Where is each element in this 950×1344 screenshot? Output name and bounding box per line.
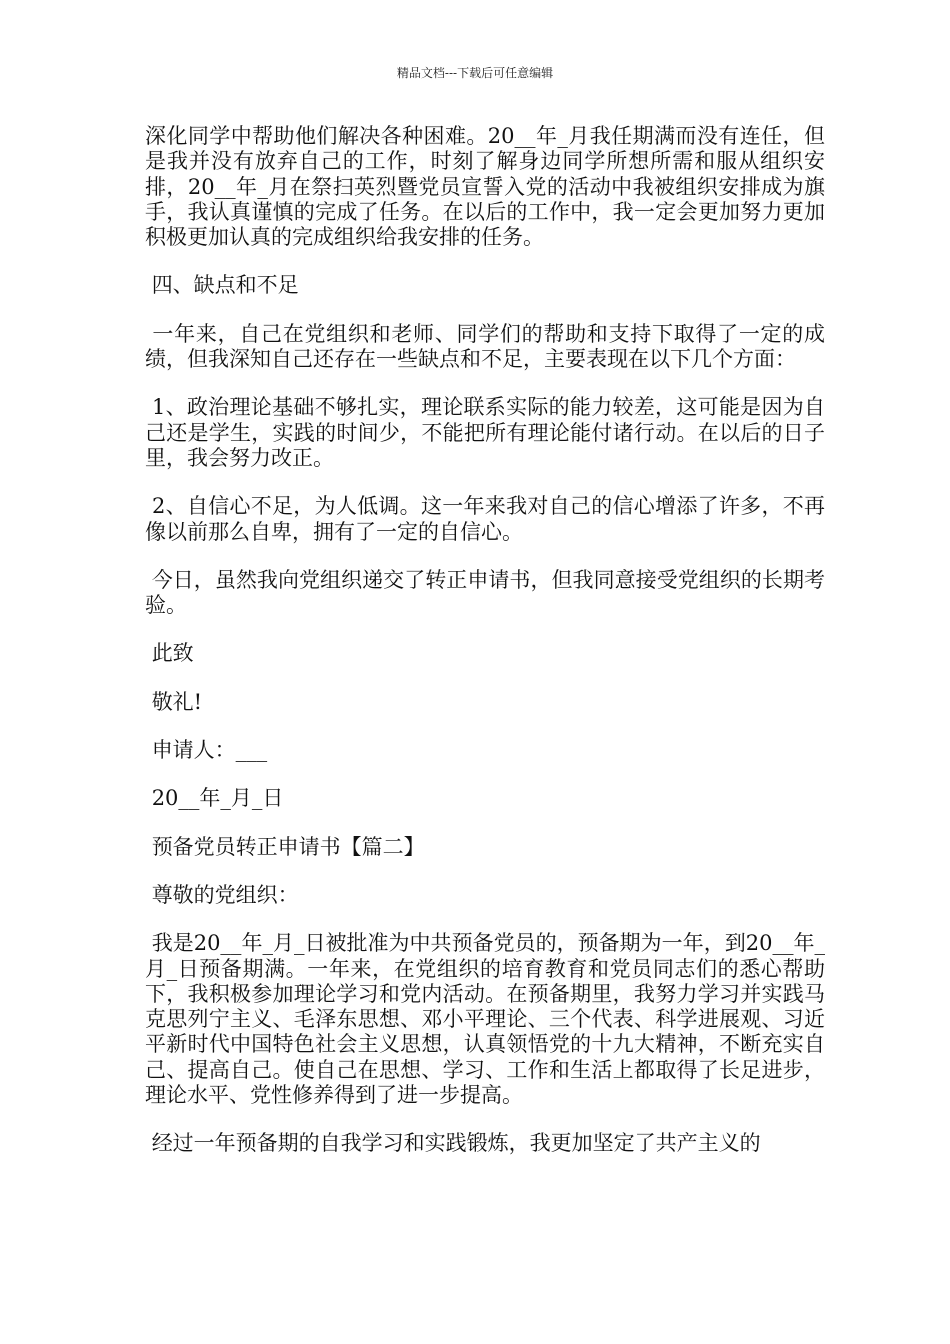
paragraph-work-continuation: 深化同学中帮助他们解决各种困难。20__年_月我任期满而没有连任，但是我并没有放弃自己的工作，时刻了解身边同学所想所需和服从组织安排，20__年_月在祭扫英烈暨党员宣誓入党的活动中我被组织安排成为旗手，我认真谨慎的完成了任务。在以后的工作中，我一定会更加努力更加积极更加认真的完成组织给我安排的任务。 <box>145 124 825 250</box>
salutation-jingli: 敬礼! <box>145 689 203 714</box>
paragraph-probation-result: 经过一年预备期的自我学习和实践锻炼，我更加坚定了共产主义的 <box>145 1131 761 1156</box>
salutation-cizhi: 此致 <box>145 641 194 666</box>
paragraph-probation-intro: 我是20__年_月_日被批准为中共预备党员的，预备期为一年，到20__年_月_日预备期满。一年来，在党组织的培育教育和党员同志们的悉心帮助下，我积极参加理论学习和党内活动。在预备期里，我努力学习并实践马克思列宁主义、毛泽东思想、邓小平理论、三个代表、科学进展观、习近平新时代中国特色社会主义思想，认真领悟党的十九大精神，不断充实自己、提高自己。使自己在思想、学习、工作和生活上都取得了长足进步，理论水平、党性修养得到了进一步提高。 <box>145 931 825 1108</box>
section-title-part-two: 预备党员转正申请书【篇二】 <box>145 834 425 859</box>
section-heading-shortcomings: 四、缺点和不足 <box>145 273 299 298</box>
date-line: 20__年_月_日 <box>145 786 284 811</box>
paragraph-shortcoming-2: 2、自信心不足，为人低调。这一年来我对自己的信心增添了许多，不再像以前那么自卑，拥有了一定的自信心。 <box>145 494 826 544</box>
paragraph-closing-statement: 今日，虽然我向党组织递交了转正申请书，但我同意接受党组织的长期考验。 <box>145 567 825 618</box>
paragraph-shortcomings-intro: 一年来，自己在党组织和老师、同学们的帮助和支持下取得了一定的成绩，但我深知自己还存在一些缺点和不足，主要表现在以下几个方面： <box>145 321 825 372</box>
greeting-line: 尊敬的党组织： <box>145 882 299 907</box>
document-body <box>145 124 825 1180</box>
paragraph-shortcoming-1: 1、政治理论基础不够扎实，理论联系实际的能力较差，这可能是因为自己还是学生，实践的时间少，不能把所有理论能付诸行动。在以后的日子里，我会努力改正。 <box>145 395 826 470</box>
applicant-line: 申请人：___ <box>145 738 268 763</box>
page-header: 精品文档---下载后可任意编辑 <box>396 66 554 80</box>
